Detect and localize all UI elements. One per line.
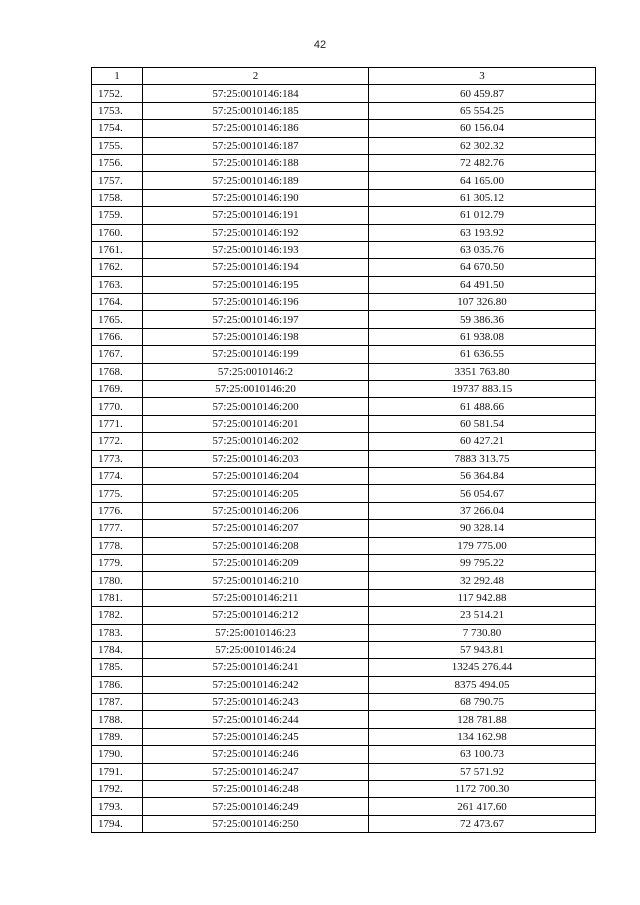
table-row (92, 207, 596, 224)
table-row (92, 728, 596, 745)
value-cell: 72 482.76 (369, 154, 596, 171)
row-number-cell: 1793. (92, 798, 143, 815)
value-cell: 134 162.98 (369, 728, 596, 745)
row-number-cell: 1780. (92, 572, 143, 589)
row-number-cell: 1778. (92, 537, 143, 554)
row-number-cell: 1762. (92, 259, 143, 276)
table-row (92, 467, 596, 484)
row-number-cell: 1775. (92, 485, 143, 502)
row-number-cell: 1755. (92, 137, 143, 154)
row-number-cell: 1790. (92, 746, 143, 763)
value-cell: 261 417.60 (369, 798, 596, 815)
cadastral-number-cell: 57:25:0010146:186 (143, 120, 369, 137)
column-header-value: 3 (369, 68, 596, 85)
cadastral-number-cell: 57:25:0010146:207 (143, 520, 369, 537)
table-row (92, 781, 596, 798)
row-number-cell: 1771. (92, 415, 143, 432)
value-cell: 7883 313.75 (369, 450, 596, 467)
cadastral-number-cell: 57:25:0010146:194 (143, 259, 369, 276)
cadastral-number-cell: 57:25:0010146:191 (143, 207, 369, 224)
column-header-cadastral-number: 2 (143, 68, 369, 85)
row-number-cell: 1789. (92, 728, 143, 745)
cadastral-number-cell: 57:25:0010146:248 (143, 781, 369, 798)
cadastral-number-cell: 57:25:0010146:195 (143, 276, 369, 293)
value-cell: 61 305.12 (369, 189, 596, 206)
row-number-cell: 1764. (92, 294, 143, 311)
cadastral-number-cell: 57:25:0010146:211 (143, 589, 369, 606)
cadastral-number-cell: 57:25:0010146:184 (143, 85, 369, 102)
row-number-cell: 1777. (92, 520, 143, 537)
value-cell: 19737 883.15 (369, 381, 596, 398)
row-number-cell: 1767. (92, 346, 143, 363)
value-cell: 63 035.76 (369, 241, 596, 258)
value-cell: 90 328.14 (369, 520, 596, 537)
table-row (92, 537, 596, 554)
value-cell: 7 730.80 (369, 624, 596, 641)
cadastral-number-cell: 57:25:0010146:199 (143, 346, 369, 363)
table-row (92, 763, 596, 780)
value-cell: 32 292.48 (369, 572, 596, 589)
value-cell: 61 012.79 (369, 207, 596, 224)
table-row (92, 502, 596, 519)
table-row (92, 641, 596, 658)
value-cell: 3351 763.80 (369, 363, 596, 380)
cadastral-number-cell: 57:25:0010146:209 (143, 554, 369, 571)
table-row (92, 154, 596, 171)
cadastral-number-cell: 57:25:0010146:212 (143, 607, 369, 624)
table-row (92, 259, 596, 276)
cadastral-number-cell: 57:25:0010146:187 (143, 137, 369, 154)
cadastral-number-cell: 57:25:0010146:205 (143, 485, 369, 502)
table-row (92, 120, 596, 137)
table-row (92, 137, 596, 154)
value-cell: 57 571.92 (369, 763, 596, 780)
table-row (92, 189, 596, 206)
table-row (92, 415, 596, 432)
row-number-cell: 1752. (92, 85, 143, 102)
table-row (92, 607, 596, 624)
value-cell: 60 581.54 (369, 415, 596, 432)
cadastral-number-cell: 57:25:0010146:242 (143, 676, 369, 693)
value-cell: 128 781.88 (369, 711, 596, 728)
row-number-cell: 1757. (92, 172, 143, 189)
value-cell: 60 427.21 (369, 433, 596, 450)
row-number-cell: 1782. (92, 607, 143, 624)
table-row (92, 520, 596, 537)
cadastral-number-cell: 57:25:0010146:188 (143, 154, 369, 171)
table-row (92, 398, 596, 415)
table-row (92, 311, 596, 328)
table-row (92, 711, 596, 728)
row-number-cell: 1759. (92, 207, 143, 224)
row-number-cell: 1783. (92, 624, 143, 641)
row-number-cell: 1758. (92, 189, 143, 206)
row-number-cell: 1761. (92, 241, 143, 258)
row-number-cell: 1760. (92, 224, 143, 241)
table-row (92, 433, 596, 450)
table-body (92, 85, 596, 833)
cadastral-number-cell: 57:25:0010146:185 (143, 102, 369, 119)
cadastral-number-cell: 57:25:0010146:244 (143, 711, 369, 728)
value-cell: 56 364.84 (369, 467, 596, 484)
cadastral-number-cell: 57:25:0010146:200 (143, 398, 369, 415)
table-row (92, 815, 596, 832)
value-cell: 72 473.67 (369, 815, 596, 832)
cadastral-number-cell: 57:25:0010146:210 (143, 572, 369, 589)
cadastral-number-cell: 57:25:0010146:208 (143, 537, 369, 554)
row-number-cell: 1791. (92, 763, 143, 780)
cadastral-number-cell: 57:25:0010146:206 (143, 502, 369, 519)
row-number-cell: 1784. (92, 641, 143, 658)
value-cell: 63 193.92 (369, 224, 596, 241)
value-cell: 23 514.21 (369, 607, 596, 624)
row-number-cell: 1788. (92, 711, 143, 728)
value-cell: 37 266.04 (369, 502, 596, 519)
table-row (92, 241, 596, 258)
value-cell: 107 326.80 (369, 294, 596, 311)
row-number-cell: 1776. (92, 502, 143, 519)
table-row (92, 746, 596, 763)
cadastral-number-cell: 57:25:0010146:24 (143, 641, 369, 658)
row-number-cell: 1769. (92, 381, 143, 398)
cadastral-number-cell: 57:25:0010146:204 (143, 467, 369, 484)
cadastral-number-cell: 57:25:0010146:246 (143, 746, 369, 763)
table-row (92, 172, 596, 189)
cadastral-number-cell: 57:25:0010146:243 (143, 694, 369, 711)
row-number-cell: 1766. (92, 328, 143, 345)
row-number-cell: 1781. (92, 589, 143, 606)
value-cell: 61 636.55 (369, 346, 596, 363)
table-row (92, 798, 596, 815)
value-cell: 13245 276.44 (369, 659, 596, 676)
table-row (92, 624, 596, 641)
row-number-cell: 1770. (92, 398, 143, 415)
cadastral-number-cell: 57:25:0010146:196 (143, 294, 369, 311)
row-number-cell: 1794. (92, 815, 143, 832)
row-number-cell: 1754. (92, 120, 143, 137)
row-number-cell: 1763. (92, 276, 143, 293)
table-row (92, 346, 596, 363)
table-row (92, 485, 596, 502)
cadastral-number-cell: 57:25:0010146:201 (143, 415, 369, 432)
value-cell: 117 942.88 (369, 589, 596, 606)
value-cell: 8375 494.05 (369, 676, 596, 693)
cadastral-number-cell: 57:25:0010146:250 (143, 815, 369, 832)
value-cell: 64 165.00 (369, 172, 596, 189)
value-cell: 63 100.73 (369, 746, 596, 763)
header-row (92, 68, 596, 85)
table-row (92, 554, 596, 571)
cadastral-number-cell: 57:25:0010146:202 (143, 433, 369, 450)
cadastral-number-cell: 57:25:0010146:247 (143, 763, 369, 780)
value-cell: 65 554.25 (369, 102, 596, 119)
row-number-cell: 1772. (92, 433, 143, 450)
value-cell: 99 795.22 (369, 554, 596, 571)
table-row (92, 294, 596, 311)
value-cell: 59 386.36 (369, 311, 596, 328)
cadastral-number-cell: 57:25:0010146:245 (143, 728, 369, 745)
page-number: 42 (313, 39, 327, 51)
value-cell: 68 790.75 (369, 694, 596, 711)
column-header-number: 1 (92, 68, 143, 85)
row-number-cell: 1779. (92, 554, 143, 571)
cadastral-number-cell: 57:25:0010146:23 (143, 624, 369, 641)
cadastral-number-cell: 57:25:0010146:2 (143, 363, 369, 380)
row-number-cell: 1792. (92, 781, 143, 798)
table-row (92, 276, 596, 293)
table-row (92, 363, 596, 380)
table-row (92, 85, 596, 102)
cadastral-number-cell: 57:25:0010146:20 (143, 381, 369, 398)
table-row (92, 102, 596, 119)
cadastral-number-cell: 57:25:0010146:198 (143, 328, 369, 345)
row-number-cell: 1785. (92, 659, 143, 676)
row-number-cell: 1787. (92, 694, 143, 711)
cadastral-number-cell: 57:25:0010146:192 (143, 224, 369, 241)
table-row (92, 694, 596, 711)
cadastral-number-cell: 57:25:0010146:190 (143, 189, 369, 206)
row-number-cell: 1786. (92, 676, 143, 693)
table-header (92, 68, 596, 85)
value-cell: 60 156.04 (369, 120, 596, 137)
row-number-cell: 1774. (92, 467, 143, 484)
table-row (92, 450, 596, 467)
table-row (92, 676, 596, 693)
value-cell: 60 459.87 (369, 85, 596, 102)
cadastral-number-cell: 57:25:0010146:203 (143, 450, 369, 467)
value-cell: 61 938.08 (369, 328, 596, 345)
value-cell: 62 302.32 (369, 137, 596, 154)
cadastral-table (91, 67, 596, 833)
row-number-cell: 1768. (92, 363, 143, 380)
value-cell: 1172 700.30 (369, 781, 596, 798)
value-cell: 61 488.66 (369, 398, 596, 415)
value-cell: 57 943.81 (369, 641, 596, 658)
value-cell: 179 775.00 (369, 537, 596, 554)
row-number-cell: 1753. (92, 102, 143, 119)
table-row (92, 224, 596, 241)
cadastral-number-cell: 57:25:0010146:189 (143, 172, 369, 189)
table-row (92, 589, 596, 606)
table-row (92, 659, 596, 676)
table-row (92, 572, 596, 589)
table-row (92, 381, 596, 398)
cadastral-number-cell: 57:25:0010146:197 (143, 311, 369, 328)
row-number-cell: 1756. (92, 154, 143, 171)
row-number-cell: 1773. (92, 450, 143, 467)
value-cell: 64 670.50 (369, 259, 596, 276)
cadastral-number-cell: 57:25:0010146:193 (143, 241, 369, 258)
value-cell: 56 054.67 (369, 485, 596, 502)
table-row (92, 328, 596, 345)
value-cell: 64 491.50 (369, 276, 596, 293)
cadastral-number-cell: 57:25:0010146:241 (143, 659, 369, 676)
cadastral-number-cell: 57:25:0010146:249 (143, 798, 369, 815)
row-number-cell: 1765. (92, 311, 143, 328)
